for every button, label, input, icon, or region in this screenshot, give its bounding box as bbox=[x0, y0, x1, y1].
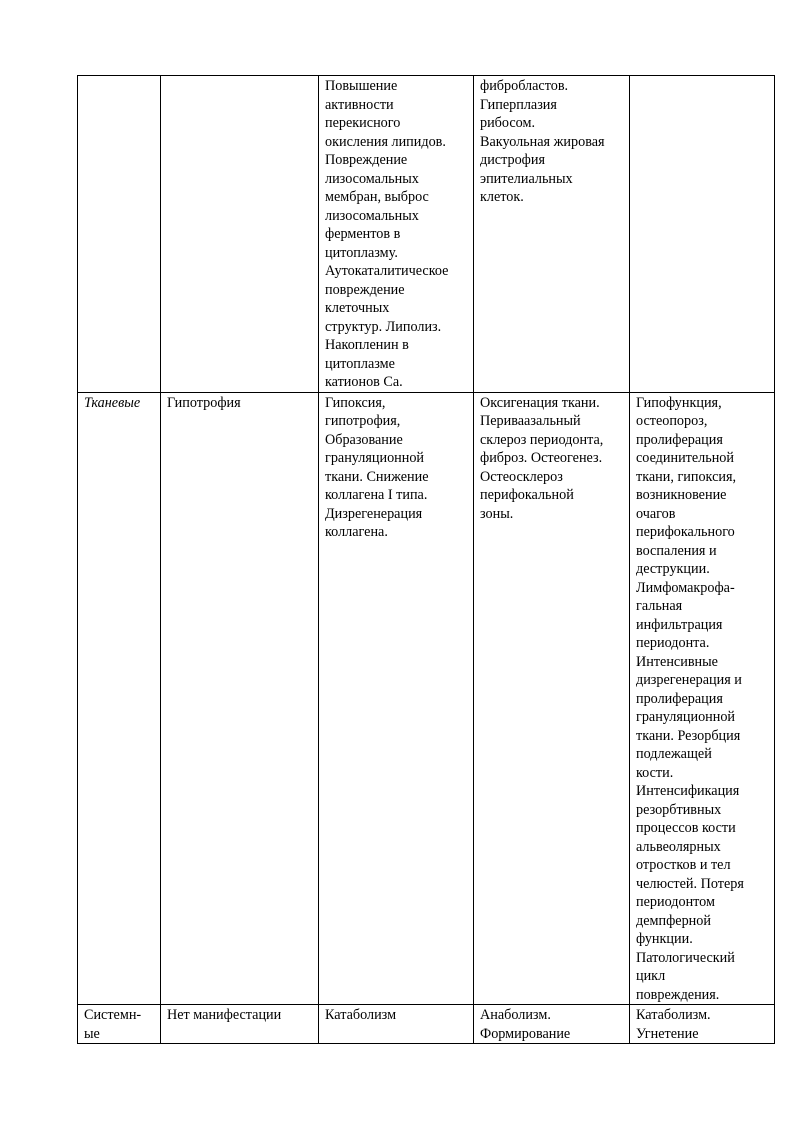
cell-text-line: инфильтрация bbox=[636, 616, 723, 633]
cell-text-line: Аутокаталитическое bbox=[325, 263, 449, 279]
cell-text-line: структур. Липолиз. bbox=[325, 318, 442, 335]
cell-stage-2 bbox=[319, 392, 474, 1005]
cell-text-line: Угнетение bbox=[636, 1025, 699, 1042]
cell-text-line: альвеолярных bbox=[636, 838, 721, 855]
cell-text-line: Дизрегенерация bbox=[325, 505, 423, 522]
cell-text-line: возникновение bbox=[636, 487, 727, 503]
cell-text-line: ткани, гипоксия, bbox=[636, 468, 737, 485]
cell-text-line: повреждения. bbox=[636, 986, 720, 1003]
cell-text-line: периодонтом bbox=[636, 894, 715, 910]
cell-text-line: челюстей. Потеря bbox=[636, 875, 744, 892]
cell-text-line: Тканевые bbox=[84, 394, 141, 411]
cell-level bbox=[78, 1005, 161, 1044]
cell-text-line: Накопленин в bbox=[325, 337, 409, 353]
cell-text-line: Лимфомакрофа- bbox=[636, 579, 735, 596]
cell-text-line: окисления липидов. bbox=[325, 133, 446, 150]
cell-text-line: цитоплазму. bbox=[325, 244, 398, 261]
cell-text-line: ферментов в bbox=[325, 226, 401, 242]
cell-text-line: лизосомальных bbox=[325, 170, 419, 187]
cell-text-line: остеопороз, bbox=[636, 413, 708, 429]
cell-stage-1 bbox=[161, 1005, 319, 1044]
cell-text-line: коллагена. bbox=[325, 524, 388, 540]
cell-text-line: дизрегенерация и bbox=[636, 672, 742, 688]
cell-text-line: воспаления и bbox=[636, 542, 717, 559]
cell-text-line: пролиферация bbox=[636, 431, 723, 448]
cell-text-line: коллагена I типа. bbox=[325, 487, 428, 503]
cell-text-line: деструкции. bbox=[636, 561, 710, 577]
cell-stage-2 bbox=[319, 1005, 474, 1044]
cell-text-line: Системн- bbox=[84, 1007, 142, 1023]
cell-text-line: подлежащей bbox=[636, 746, 712, 762]
cell-text-line: Гипотрофия bbox=[167, 394, 241, 411]
cell-text-line: Образование bbox=[325, 431, 403, 448]
cell-stage-3 bbox=[474, 392, 630, 1005]
cell-stage-1 bbox=[161, 392, 319, 1005]
cell-text-line: процессов кости bbox=[636, 820, 736, 836]
table-row bbox=[78, 392, 775, 1005]
cell-text-line: кости. bbox=[636, 764, 674, 781]
cell-text-line: резорбтивных bbox=[636, 801, 722, 818]
cell-text-line: дистрофия bbox=[480, 152, 545, 168]
cell-text-line: Нет манифестации bbox=[167, 1007, 282, 1023]
cell-text-line: цитоплазме bbox=[325, 355, 395, 372]
cell-text-line: грануляционной bbox=[636, 709, 736, 725]
cell-text-line: рибосом. bbox=[480, 115, 535, 131]
cell-level bbox=[78, 392, 161, 1005]
cell-text-line: грануляционной bbox=[325, 450, 425, 466]
cell-text-line: демпферной bbox=[636, 912, 711, 929]
cell-text-line: катионов Са. bbox=[325, 374, 403, 390]
cell-text-line: ые bbox=[84, 1025, 100, 1042]
cell-text-line: ткани. Резорбция bbox=[636, 727, 741, 744]
cell-level bbox=[78, 76, 161, 393]
cell-text-line: зоны. bbox=[480, 505, 514, 522]
cell-text-line: повреждение bbox=[325, 281, 405, 298]
cell-text-line: Катаболизм bbox=[325, 1007, 397, 1023]
cell-text-line: периодонта. bbox=[636, 635, 710, 651]
cell-text-line: фибробластов. bbox=[480, 78, 569, 94]
cell-stage-3 bbox=[474, 1005, 630, 1044]
cell-stage-4 bbox=[630, 76, 775, 393]
cell-text-line: Анаболизм. bbox=[480, 1007, 551, 1023]
table-row bbox=[78, 1005, 775, 1044]
pathology-table bbox=[77, 75, 775, 1044]
cell-text-line: Интенсивные bbox=[636, 653, 718, 670]
cell-stage-4 bbox=[630, 392, 775, 1005]
cell-text-line: соединительной bbox=[636, 450, 734, 466]
cell-text-line: Оксигенация ткани. bbox=[480, 394, 600, 411]
cell-text-line: мембран, выброс bbox=[325, 189, 429, 205]
cell-text-line: эпителиальных bbox=[480, 170, 573, 187]
cell-text-line: отростков и тел bbox=[636, 857, 731, 873]
cell-text-line: активности bbox=[325, 96, 394, 113]
cell-text-line: фиброз. Остеогенез. bbox=[480, 450, 603, 466]
cell-stage-3 bbox=[474, 76, 630, 393]
cell-text-line: склероз периодонта, bbox=[480, 431, 604, 448]
cell-text-line: Гипоксия, bbox=[325, 394, 386, 411]
cell-text-line: Гипофункция, bbox=[636, 394, 722, 411]
cell-text-line: перекисного bbox=[325, 115, 401, 131]
cell-text-line: Интенсификация bbox=[636, 783, 740, 799]
cell-text-line: пролиферация bbox=[636, 690, 723, 707]
cell-text-line: цикл bbox=[636, 968, 666, 984]
cell-text-line: Гиперплазия bbox=[480, 96, 557, 113]
cell-stage-4 bbox=[630, 1005, 775, 1044]
cell-text-line: Вакуольная жировая bbox=[480, 133, 605, 150]
cell-text-line: клеток. bbox=[480, 189, 524, 205]
cell-text-line: клеточных bbox=[325, 300, 390, 316]
cell-text-line: перифокального bbox=[636, 524, 735, 540]
cell-text-line: гальная bbox=[636, 598, 683, 614]
cell-text-line: очагов bbox=[636, 505, 676, 522]
cell-text-line: Повреждение bbox=[325, 152, 408, 168]
cell-text-line: Остеосклероз bbox=[480, 468, 563, 485]
cell-text-line: гипотрофия, bbox=[325, 413, 401, 429]
cell-text-line: лизосомальных bbox=[325, 207, 419, 224]
cell-text-line: Повышение bbox=[325, 78, 398, 94]
cell-text-line: перифокальной bbox=[480, 487, 574, 503]
cell-stage-1 bbox=[161, 76, 319, 393]
cell-stage-2 bbox=[319, 76, 474, 393]
cell-text-line: Периваазальный bbox=[480, 413, 581, 429]
cell-text-line: Формирование bbox=[480, 1025, 571, 1042]
cell-text-line: Катаболизм. bbox=[636, 1007, 711, 1023]
cell-text-line: Патологический bbox=[636, 949, 735, 966]
cell-text-line: ткани. Снижение bbox=[325, 468, 429, 485]
table-row bbox=[78, 76, 775, 393]
cell-text-line: функции. bbox=[636, 931, 693, 947]
